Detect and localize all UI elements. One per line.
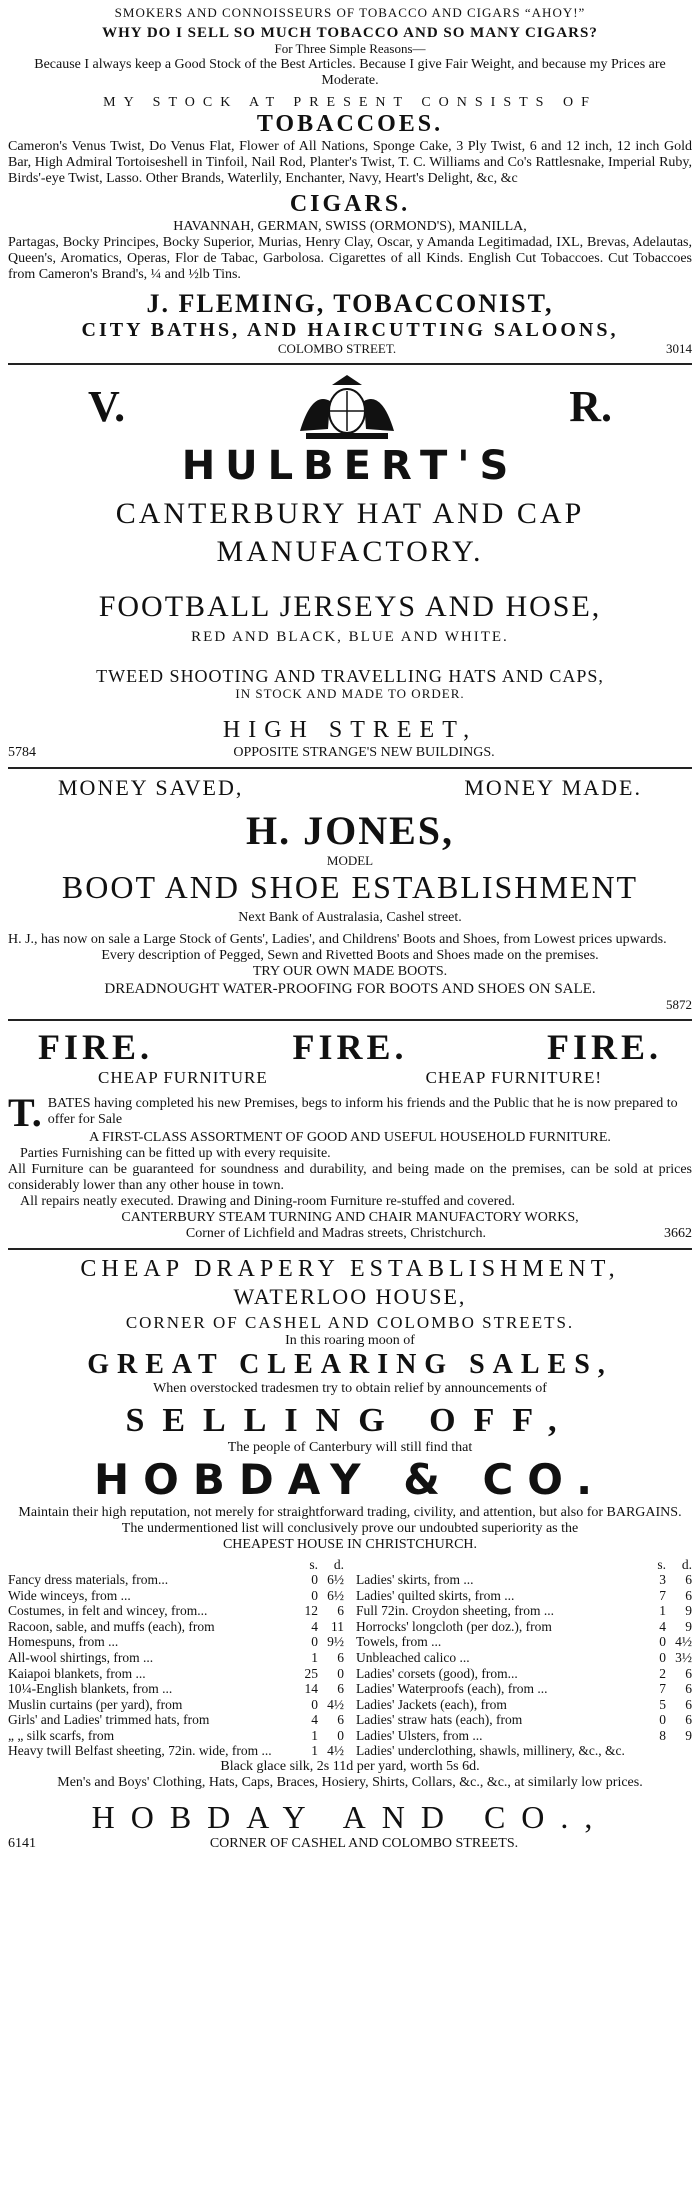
cheap-furniture-1: CHEAP FURNITURE	[98, 1068, 268, 1088]
price-shillings: 25	[304, 1665, 318, 1681]
jones-text2: Every description of Pegged, Sewn and Rivetted Boots and Shoes made on the premises.	[101, 948, 599, 964]
hulberts-ad	[8, 371, 692, 761]
fleming-tobacconist-ad	[8, 6, 692, 357]
divider	[8, 1019, 692, 1021]
price-item: Muslin curtains (per yard), from	[8, 1696, 183, 1712]
guarantee-text: All Furniture can be guaranteed for soundness and durability, and being made on the premises, can be sold at prices considerably lower than any other house in town.	[8, 1161, 692, 1193]
price-item: 10¼-English blankets, from ...	[8, 1681, 173, 1697]
waterloo-house: WATERLOO HOUSE,	[233, 1283, 467, 1309]
fire-word-2: FIRE.	[292, 1026, 408, 1067]
try-line: TRY OUR OWN MADE BOOTS.	[252, 964, 448, 980]
price-item: Heavy twill Belfast sheeting, 72in. wide, from ...	[8, 1743, 272, 1759]
price-item: Full 72in. Croydon sheeting, from ...	[356, 1603, 554, 1619]
price-item: Ladies' underclothing, shawls, millinery, &c., &c.	[356, 1743, 625, 1759]
price-row	[8, 1572, 344, 1588]
divider	[8, 767, 692, 769]
price-pence: 3½	[675, 1650, 692, 1665]
price-shillings: 5	[659, 1696, 666, 1712]
royal-crest-icon	[292, 371, 402, 443]
price-pence: 6½	[327, 1587, 344, 1603]
football-line: FOOTBALL JERSEYS AND HOSE,	[98, 590, 602, 624]
price-item: Homespuns, from ...	[8, 1634, 119, 1650]
maintain-text: Maintain their high reputation, not merely for straightforward trading, civility, and attention, but also for BARGAINS.	[18, 1504, 682, 1520]
bates-furniture-ad	[8, 1027, 692, 1243]
jones-text1: H. J., has now on sale a Large Stock of Gents', Ladies', and Childrens' Boots and Shoes, from Lowest prices upwards.	[8, 932, 667, 948]
price-shillings: 4	[311, 1618, 318, 1634]
jones-name: H. JONES,	[245, 808, 455, 854]
pence-header: d.	[681, 1556, 692, 1572]
model-label: MODEL	[326, 853, 374, 869]
price-row	[356, 1712, 692, 1728]
corner-streets: CORNER OF CASHEL AND COLOMBO STREETS.	[125, 1313, 575, 1333]
price-pence: 6½	[327, 1572, 344, 1588]
cheapest-line: CHEAPEST HOUSE IN CHRISTCHURCH.	[222, 1536, 478, 1552]
footer-corner: CORNER OF CASHEL AND COLOMBO STREETS.	[209, 1835, 519, 1851]
price-pence: 4½	[327, 1743, 344, 1759]
price-row	[356, 1666, 692, 1682]
corner-line: Corner of Lichfield and Madras streets, Christchurch.	[185, 1226, 487, 1242]
price-row	[8, 1728, 344, 1744]
selling-off: SELLING OFF,	[125, 1402, 575, 1440]
hobday-drapery-ad	[8, 1256, 692, 1851]
price-shillings: 7	[659, 1681, 666, 1697]
shillings-header: s.	[657, 1556, 666, 1572]
when-line: When overstocked tradesmen try to obtain relief by announcements of	[153, 1381, 547, 1397]
price-item: Horrocks' longcloth (per doz.), from	[356, 1618, 552, 1634]
price-shillings: 3	[659, 1572, 666, 1588]
opposite-line: OPPOSITE STRANGE'S NEW BUILDINGS.	[233, 745, 495, 761]
ad-number: 5872	[666, 996, 692, 1012]
ad-number: 3662	[664, 1226, 692, 1242]
price-column-left	[8, 1557, 344, 1759]
price-pence: 6	[685, 1572, 692, 1588]
cigars-title: CIGARS.	[289, 191, 411, 218]
price-pence: 9	[685, 1618, 692, 1634]
price-shillings: 2	[659, 1665, 666, 1681]
price-item: Ladies' Jackets (each), from	[356, 1696, 507, 1712]
stock-line: MY STOCK AT PRESENT CONSISTS OF	[103, 95, 597, 111]
price-row	[356, 1572, 692, 1588]
fleming-street: COLOMBO STREET.	[277, 341, 397, 357]
black-silk-line: Black glace silk, 2s 11d per yard, worth 5s 6d.	[220, 1758, 480, 1774]
undermentioned-line: The undermentioned list will conclusively prove our undoubted superiority as the	[121, 1520, 579, 1536]
drop-cap: T.	[8, 1089, 42, 1135]
price-shillings: 0	[311, 1696, 318, 1712]
price-row	[356, 1634, 692, 1650]
price-row	[8, 1697, 344, 1713]
ad-number: 6141	[8, 1835, 36, 1851]
price-list	[8, 1557, 692, 1759]
price-row	[356, 1743, 692, 1759]
price-row	[8, 1743, 344, 1759]
price-shillings: 12	[304, 1603, 318, 1619]
shillings-header: s.	[309, 1556, 318, 1572]
tweed-line: TWEED SHOOTING AND TRAVELLING HATS AND CAPS,	[96, 665, 604, 686]
price-item: Unbleached calico ...	[356, 1650, 470, 1665]
mens-clothing-line: Men's and Boys' Clothing, Hats, Caps, Braces, Hosiery, Shirts, Collars, &c., &c., at similarly low prices.	[57, 1774, 643, 1790]
r-letter: R.	[569, 381, 612, 431]
ad-subhead: For Three Simple Reasons—	[274, 41, 426, 57]
v-letter: V.	[88, 381, 126, 431]
stock-order-line: IN STOCK AND MADE TO ORDER.	[235, 685, 465, 701]
works-line: CANTERBURY STEAM TURNING AND CHAIR MANUFACTORY WORKS,	[121, 1210, 579, 1226]
hobday-brand: HOBDAY & CO.	[93, 1455, 607, 1505]
price-shillings: 0	[659, 1650, 666, 1665]
hobday-footer-name: HOBDAY AND CO.,	[91, 1798, 609, 1835]
tobaccoes-title: TOBACCOES.	[256, 111, 444, 138]
price-pence: 6	[337, 1681, 344, 1697]
hat-manufactory-title: CANTERBURY HAT AND CAP MANUFACTORY.	[115, 497, 585, 568]
price-row	[356, 1603, 692, 1619]
divider	[8, 363, 692, 365]
price-shillings: 4	[659, 1618, 666, 1634]
price-pence: 6	[685, 1696, 692, 1712]
price-row	[356, 1588, 692, 1604]
roaring-line: In this roaring moon of	[285, 1332, 415, 1348]
price-row	[8, 1619, 344, 1635]
price-pence: 11	[331, 1618, 344, 1634]
price-item: Ladies' corsets (good), from...	[356, 1665, 518, 1681]
price-pence	[666, 1743, 692, 1759]
price-item: Ladies' Ulsters, from ...	[356, 1727, 483, 1743]
dreadnought-line: DREADNOUGHT WATER-PROOFING FOR BOOTS AND SHOES ON SALE.	[104, 980, 596, 997]
price-pence: 6	[685, 1587, 692, 1603]
price-shillings: 1	[311, 1743, 318, 1759]
price-pence: 6	[337, 1712, 344, 1728]
price-row	[356, 1728, 692, 1744]
price-shillings: 0	[311, 1572, 318, 1588]
price-item: „ „ silk scarfs, from	[8, 1727, 115, 1743]
ad-number: 3014	[666, 341, 692, 357]
price-row	[356, 1697, 692, 1713]
price-item: Fancy dress materials, from...	[8, 1572, 169, 1588]
price-row	[8, 1603, 344, 1619]
price-item: Kaiapoi blankets, from ...	[8, 1665, 146, 1681]
price-row	[8, 1712, 344, 1728]
price-shillings: 0	[311, 1587, 318, 1603]
price-row	[8, 1650, 344, 1666]
ad-number: 5784	[8, 745, 36, 761]
bates-intro-block	[8, 1089, 692, 1135]
price-shillings: 14	[304, 1681, 318, 1697]
price-shillings: 4	[311, 1712, 318, 1728]
price-item: Towels, from ...	[356, 1634, 442, 1650]
price-pence: 9	[685, 1603, 692, 1619]
cigars-text: Partagas, Bocky Principes, Bocky Superior, Murias, Henry Clay, Oscar, y Amanda Legitimadad, IXL, Brevas, Adelautas, Queen's, Aromatics, Operas, Flor de Tabac, Garbolosa. Cigarettes of all Kinds. English Cut Tobaccoes. Cut Tobaccoes from Cameron's Brand's, ¼ and ½lb Tins.	[8, 234, 692, 283]
great-clearing-sales: GREAT CLEARING SALES,	[87, 1348, 613, 1380]
price-pence: 0	[337, 1665, 344, 1681]
price-shillings: 1	[311, 1727, 318, 1743]
price-row	[8, 1666, 344, 1682]
price-shillings: 0	[659, 1634, 666, 1650]
repairs-line: All repairs neatly executed. Drawing and Dining-room Furniture re-stuffed and covered.	[20, 1194, 516, 1210]
price-pence: 6	[685, 1712, 692, 1728]
price-shillings: 1	[311, 1650, 318, 1665]
price-row	[8, 1588, 344, 1604]
fleming-name: J. FLEMING, TOBACCONIST,	[146, 289, 554, 319]
price-shillings: 0	[311, 1634, 318, 1650]
fleming-business: CITY BATHS, AND HAIRCUTTING SALOONS,	[81, 319, 619, 342]
ad-reasons: Because I always keep a Good Stock of the Best Articles. Because I give Fair Weight, and because my Prices are Moderate.	[34, 57, 666, 89]
price-pence: 6	[685, 1665, 692, 1681]
assortment-line: A FIRST-CLASS ASSORTMENT OF GOOD AND USEFUL HOUSEHOLD FURNITURE.	[89, 1129, 611, 1145]
price-pence: 9½	[327, 1634, 344, 1650]
divider	[8, 1248, 692, 1250]
fire-word-3: FIRE.	[546, 1026, 662, 1067]
price-item: Ladies' straw hats (each), from	[356, 1712, 523, 1728]
price-item: Ladies' skirts, from ...	[356, 1572, 474, 1588]
price-shillings: 7	[659, 1587, 666, 1603]
price-pence: 6	[685, 1681, 692, 1697]
parties-line: Parties Furnishing can be fitted up with every requisite.	[20, 1145, 331, 1161]
price-shillings	[640, 1743, 666, 1759]
price-item: Ladies' quilted skirts, from ...	[356, 1587, 515, 1603]
bates-intro: BATES having completed his new Premises, begs to inform his friends and the Public that he is now prepared to offer for Sale	[47, 1095, 678, 1127]
hulberts-brand: HULBERT'S	[181, 443, 519, 490]
price-row	[356, 1681, 692, 1697]
boot-shoe-title: BOOT AND SHOE ESTABLISHMENT	[61, 869, 639, 906]
price-header	[8, 1557, 344, 1573]
money-saved: MONEY SAVED,	[58, 775, 244, 801]
price-pence: 4½	[327, 1696, 344, 1712]
price-pence: 0	[337, 1727, 344, 1743]
jones-address: Next Bank of Australasia, Cashel street.	[238, 910, 462, 926]
pence-header: d.	[333, 1556, 344, 1572]
ad-header: SMOKERS AND CONNOISSEURS OF TOBACCO AND CIGARS “AHOY!”	[114, 5, 586, 20]
price-row	[8, 1634, 344, 1650]
price-header	[356, 1557, 692, 1573]
price-pence: 6	[337, 1650, 344, 1665]
fire-word-1: FIRE.	[38, 1026, 154, 1067]
colors-line: RED AND BLACK, BLUE AND WHITE.	[191, 628, 509, 645]
price-column-right	[356, 1557, 692, 1759]
price-pence: 4½	[675, 1634, 692, 1650]
price-row	[356, 1650, 692, 1666]
cigars-subtitle: HAVANNAH, GERMAN, SWISS (ORMOND'S), MANILLA,	[173, 218, 527, 234]
cheap-furniture-2: CHEAP FURNITURE!	[425, 1068, 602, 1088]
jones-boot-ad	[8, 775, 692, 1013]
tobaccoes-text: Cameron's Venus Twist, Do Venus Flat, Flower of All Nations, Sponge Cake, 3 Ply Twist, 6 and 12 inch, 12 inch Gold Bar, High Admiral Tortoiseshell in Tinfoil, Nail Rod, Planter's Twist, T. C. Williams and Co's Rattlesnake, Imperial Ruby, Birds'-eye Twist, Lasso. Other Brands, Waterlily, Enchanter, Navy, Heart's Delight, &c, &c	[8, 139, 692, 187]
price-row	[356, 1619, 692, 1635]
price-pence: 6	[337, 1603, 344, 1619]
ad-headline: WHY DO I SELL SO MUCH TOBACCO AND SO MANY CIGARS?	[102, 24, 598, 41]
price-pence: 9	[685, 1727, 692, 1743]
price-item: All-wool shirtings, from ...	[8, 1650, 154, 1665]
cheap-drapery-title: CHEAP DRAPERY ESTABLISHMENT,	[80, 1256, 620, 1283]
price-item: Ladies' Waterproofs (each), from ...	[356, 1681, 548, 1697]
price-shillings: 1	[659, 1603, 666, 1619]
price-shillings: 8	[659, 1727, 666, 1743]
price-item: Girls' and Ladies' trimmed hats, from	[8, 1712, 210, 1728]
money-made: MONEY MADE.	[464, 775, 642, 801]
price-item: Racoon, sable, and muffs (each), from	[8, 1618, 215, 1634]
price-item: Costumes, in felt and wincey, from...	[8, 1603, 208, 1619]
people-line: The people of Canterbury will still find that	[227, 1440, 473, 1456]
high-street: HIGH STREET,	[222, 717, 478, 744]
price-row	[8, 1681, 344, 1697]
price-shillings: 0	[659, 1712, 666, 1728]
price-item: Wide winceys, from ...	[8, 1587, 131, 1603]
